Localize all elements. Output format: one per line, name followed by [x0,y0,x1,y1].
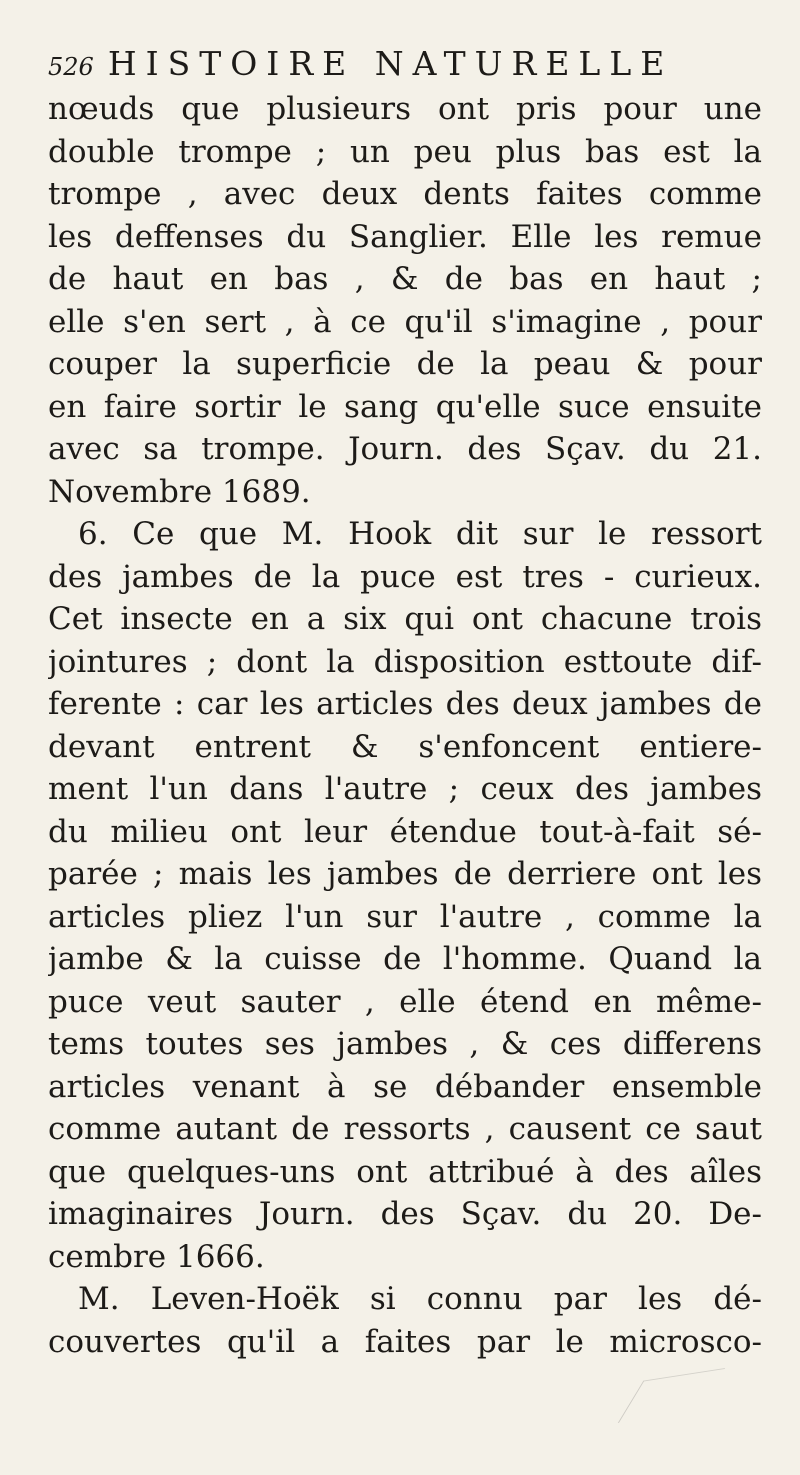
text-line: cembre 1666. [48,1238,265,1275]
text-line: imaginaires Journ. des Sçav. du 20. De- [48,1196,762,1232]
text-line: nœuds que plusieurs ont pris pour une [48,91,762,127]
text-line: trompe , avec deux dents faites comme [48,176,762,212]
page-number: 526 [48,53,94,81]
text-line: de haut en bas , & de bas en haut ; [48,261,762,297]
text-line: couvertes qu'il a faites par le microsco- [48,1323,762,1360]
text-line: comme autant de ressorts , causent ce saut [48,1111,762,1147]
running-title: HISTOIRE NATURELLE [107,44,674,83]
text-line: double trompe ; un peu plus bas est la [48,133,762,170]
paragraph-start-line: M. Leven-Hoëk si connu par les dé- [78,1281,762,1317]
text-line: les deffenses du Sanglier. Elle les remue [48,218,762,255]
main-text [48,88,762,1363]
text-line: avec sa trompe. Journ. des Sçav. du 21. [48,431,762,467]
text-line: articles pliez l'un sur l'autre , comme la [48,898,762,935]
text-line: parée ; mais les jambes de derriere ont les [48,856,762,892]
text-line: du milieu ont leur étendue tout-à-fait sé- [48,813,762,850]
text-line: des jambes de la puce est tres - curieux. [48,558,762,595]
text-line: ment l'un dans l'autre ; ceux des jambes [48,771,762,807]
text-line: couper la superficie de la peau & pour [48,346,762,382]
text-line: articles venant à se débander ensemble [48,1068,762,1105]
paragraph-start-line: 6. Ce que M. Hook dit sur le ressort [78,516,762,552]
text-line: jambe & la cuisse de l'homme. Quand la [48,941,762,977]
text-line: jointures ; dont la disposition esttoute dif- [48,643,762,680]
running-header [48,44,762,94]
text-line: devant entrent & s'enfoncent entiere- [48,728,762,765]
text-line: en faire sortir le sang qu'elle suce ensuite [48,388,762,425]
text-line: que quelques-uns ont attribué à des aîles [48,1153,762,1190]
faint-scan-mark [618,1368,725,1423]
text-line: ferente : car les articles des deux jambes de [48,686,762,722]
text-line: Cet insecte en a six qui ont chacune trois [48,601,762,637]
text-line: puce veut sauter , elle étend en même- [48,983,762,1020]
text-line: Novembre 1689. [48,473,311,510]
text-line: tems toutes ses jambes , & ces differens [48,1026,762,1062]
text-line: elle s'en sert , à ce qu'il s'imagine , pour [48,303,762,340]
